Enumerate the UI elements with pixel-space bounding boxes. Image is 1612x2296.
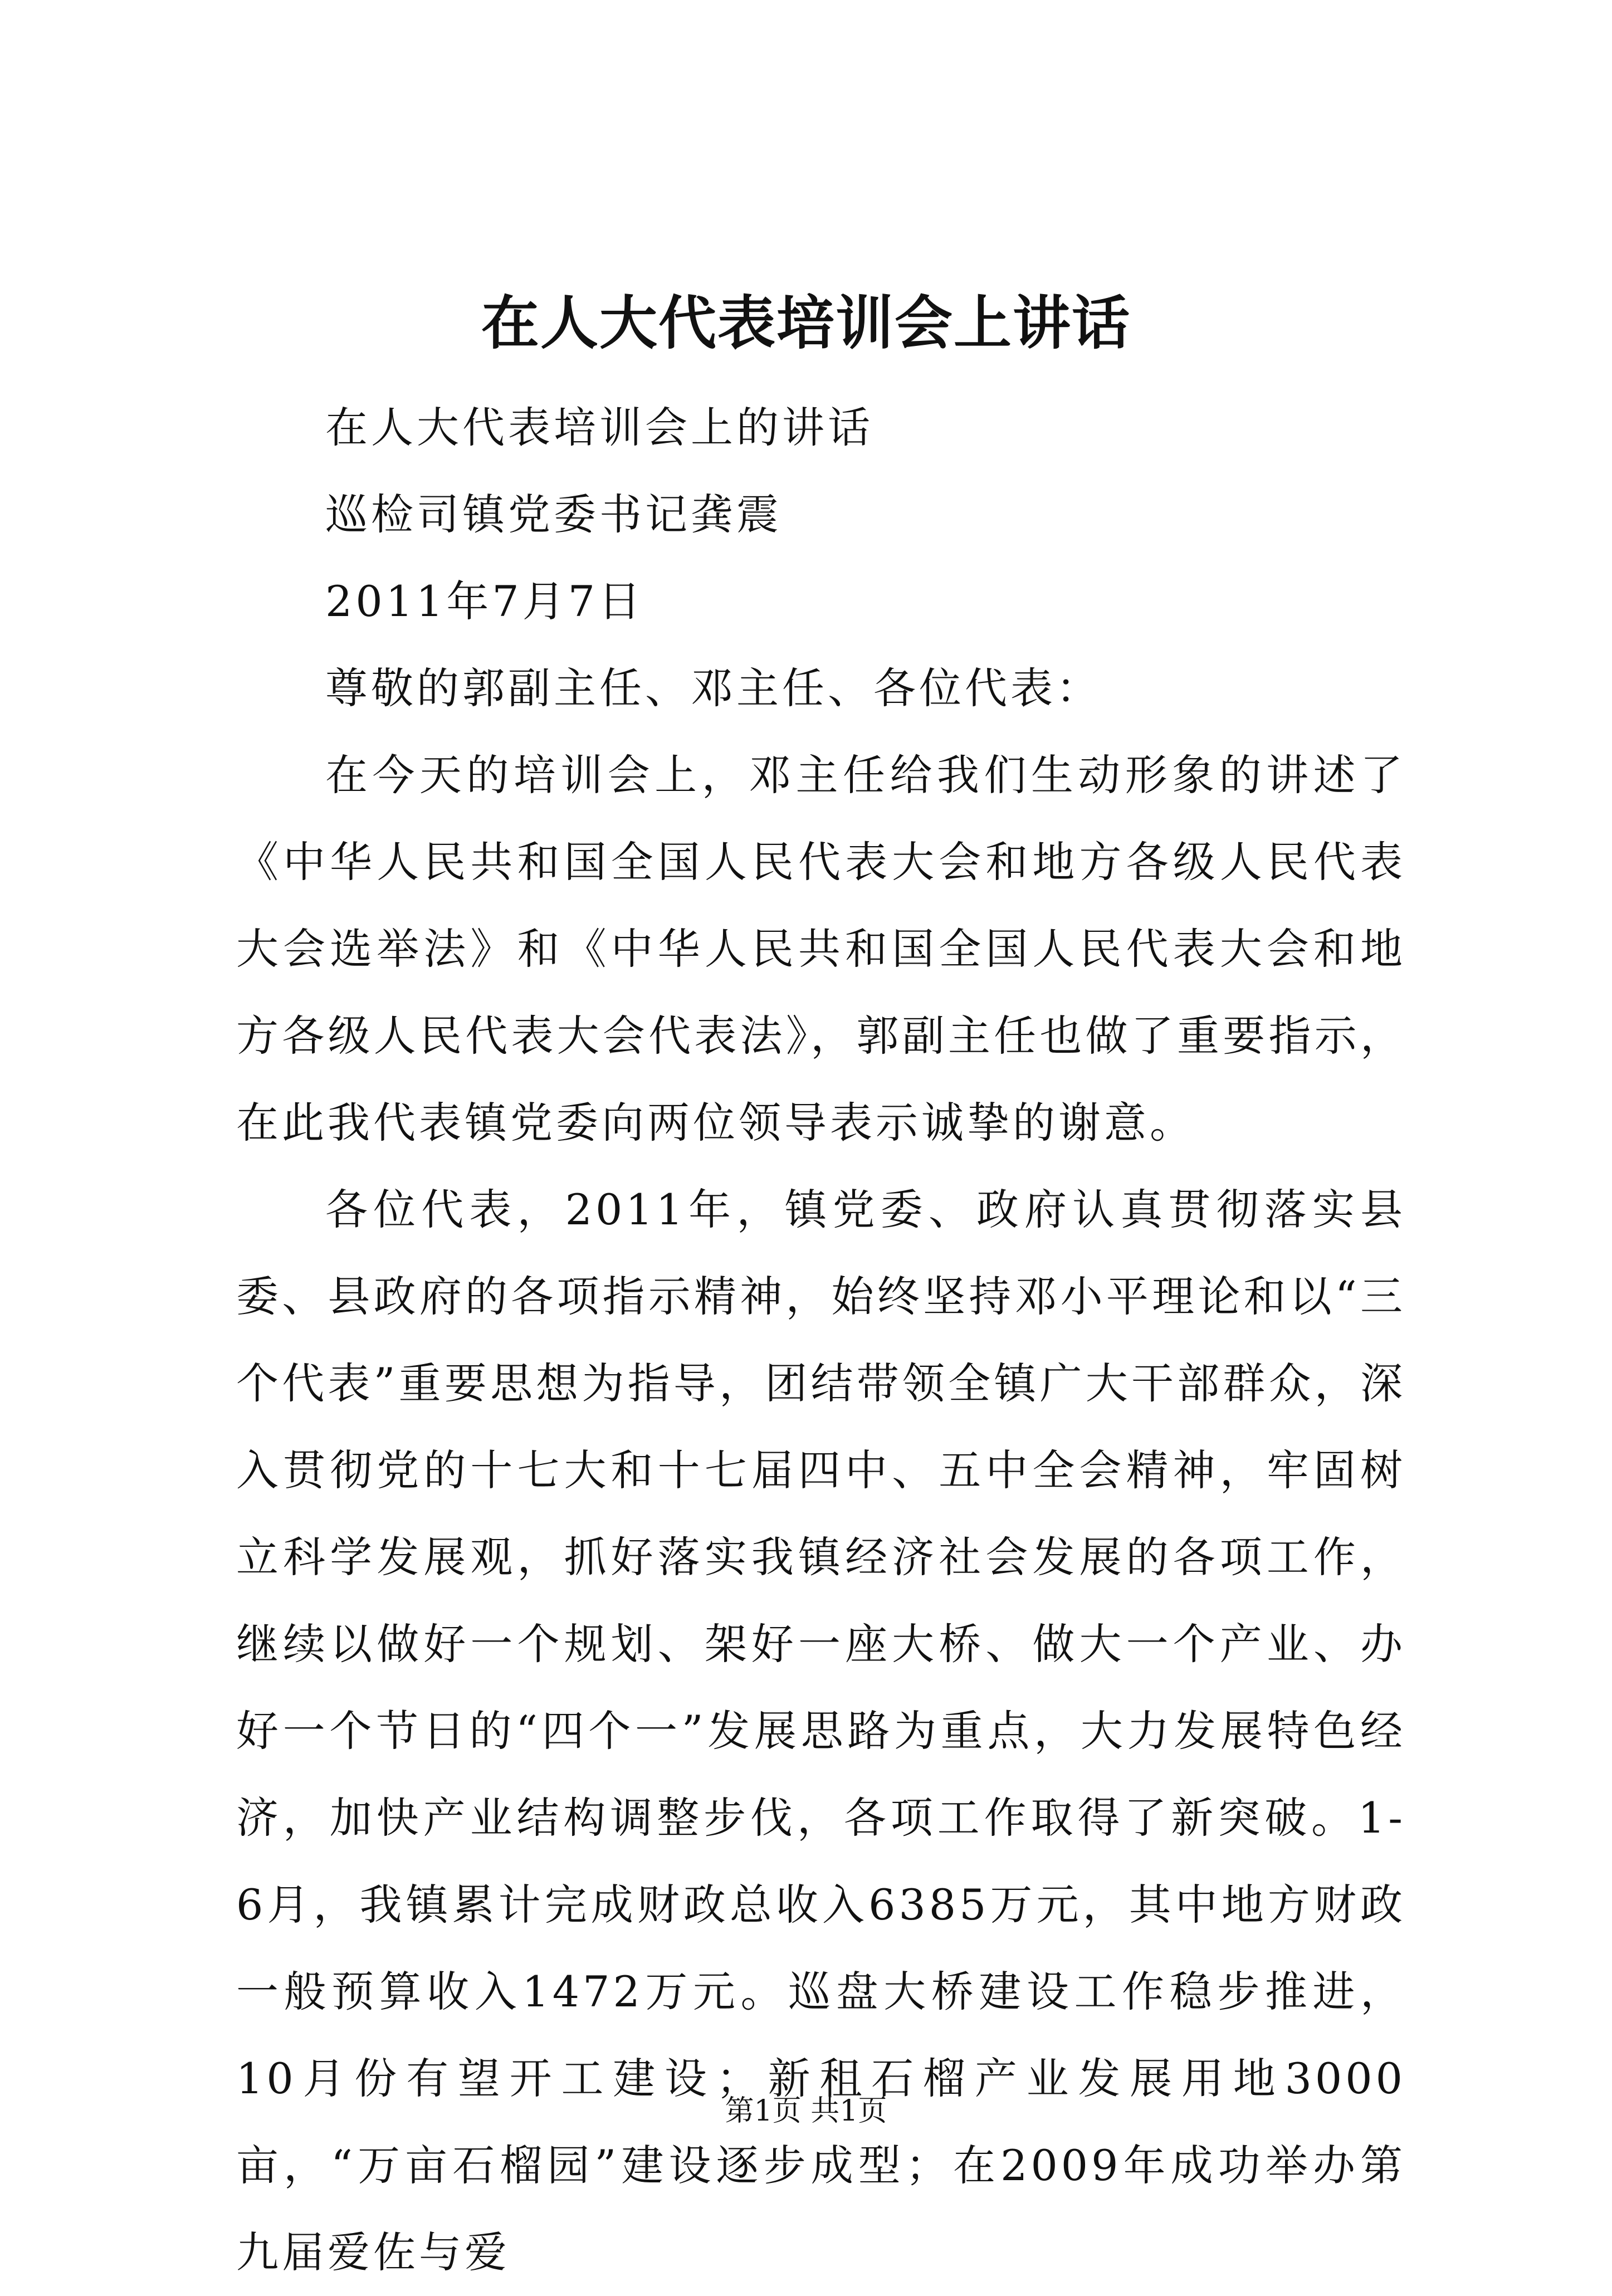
document-subtitle: 在人大代表培训会上的讲话 [325,403,873,452]
paragraph-2: 各位代表，2011年，镇党委、政府认真贯彻落实县委、县政府的各项指示精神，始终坚持邓小平理论和以“三个代表”重要思想为指导，团结带领全镇广大干部群众，深入贯彻党的十七大和十七届四中、五中全会精神，牢固树立科学发展观，抓好落实我镇经济社会发展的各项工作，继续以做好一个规划、架好一座大桥、做大一个产业、办好一个节日的“四个一”发展思路为重点，大力发展特色经济，加快产业结构调整步伐，各项工作取得了新突破。1-6月，我镇累计完成财政总收入6385万元，其中地方财政一般预算收入1472万元。巡盘大桥建设工作稳步推进，10月份有望开工建设；新租石榴产业发展用地3000亩，“万亩石榴园”建设逐步成型；在2009年成功举办第九届爱佐与爱 [236,1185,1406,2277]
document-author: 巡检司镇党委书记龚震 [325,490,782,539]
document-salutation: 尊敬的郭副主任、邓主任、各位代表： [325,663,1102,713]
page-number-footer: 第1页 共1页 [725,2094,887,2128]
document-body [236,384,1406,2296]
paragraph-1: 在今天的培训会上，邓主任给我们生动形象的讲述了《中华人民共和国全国人民代表大会和地方各级人民代表大会选举法》和《中华人民共和国全国人民代表大会和地方各级人民代表大会代表法》，郭副主任也做了重要指示，在此我代表镇党委向两位领导表示诚挚的谢意。 [236,750,1406,1147]
document-title: 在人大代表培训会上讲话 [481,289,1131,357]
document-date: 2011年7月7日 [325,577,644,626]
